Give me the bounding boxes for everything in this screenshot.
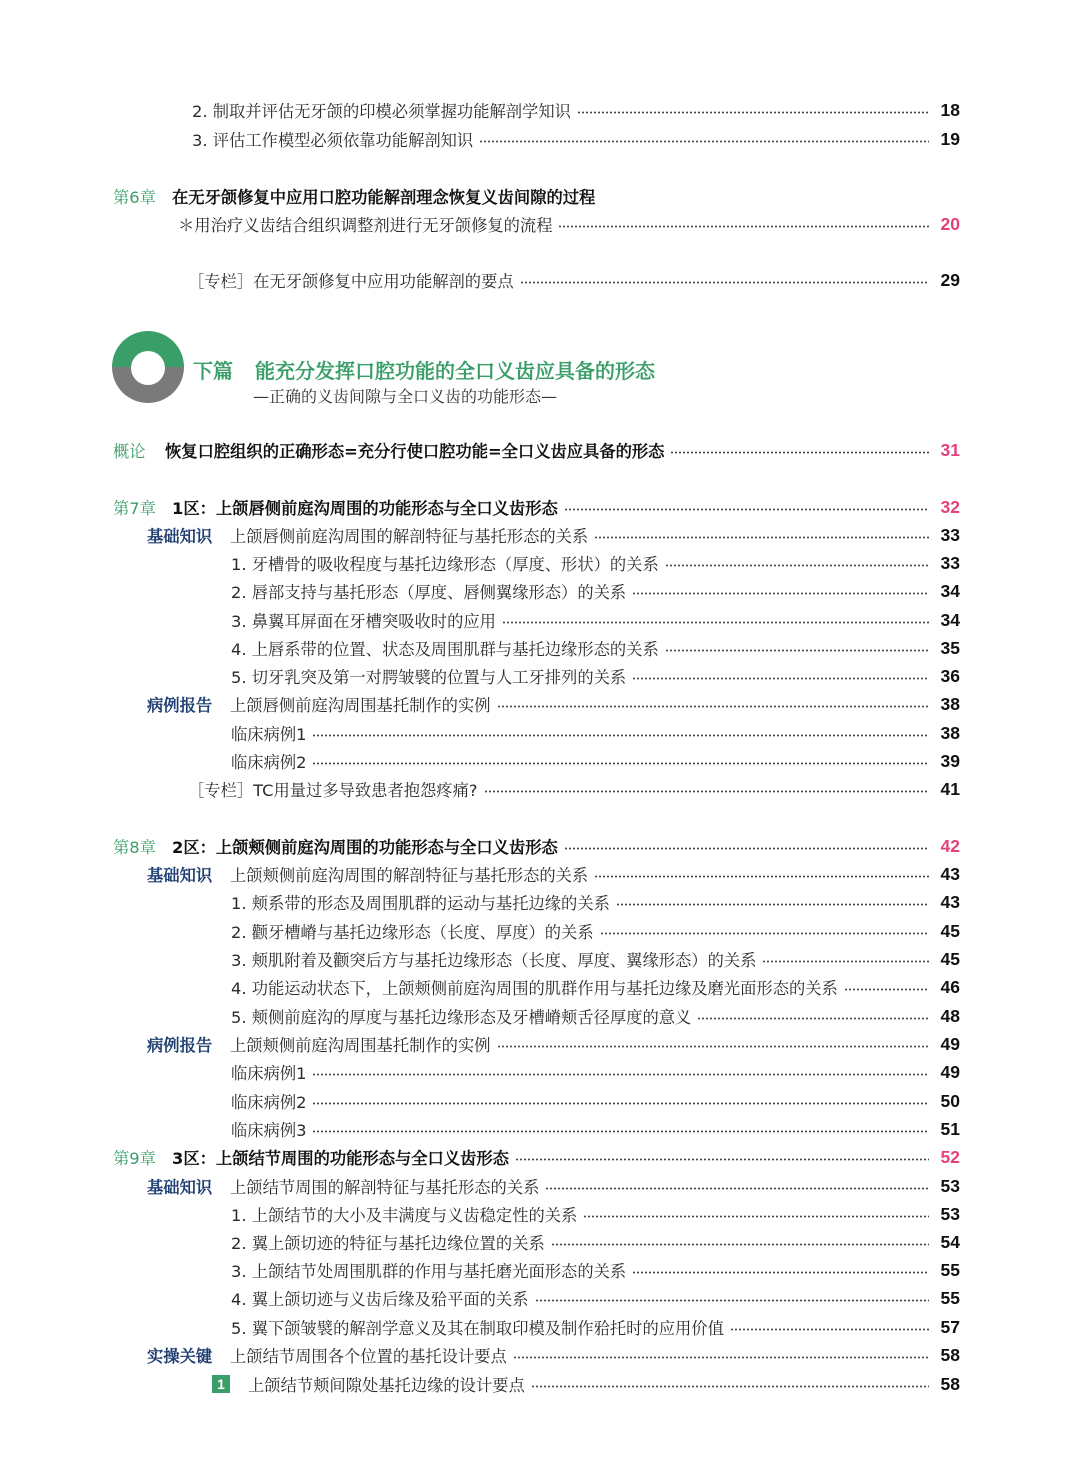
- dot-leader: [844, 988, 929, 991]
- toc-entry: [231, 1089, 960, 1113]
- page-number: 48: [940, 1005, 960, 1026]
- page-number: 18: [940, 99, 960, 120]
- dot-leader: [545, 1187, 929, 1190]
- toc-entry-title: 临床病例1: [231, 1064, 307, 1083]
- dot-leader: [583, 1215, 929, 1218]
- page-number: 34: [940, 580, 960, 601]
- part-subtitle: —正确的义齿间隙与全口义齿的功能形态—: [253, 387, 558, 406]
- dot-leader: [632, 677, 929, 680]
- toc-entry-title: 5. 切牙乳突及第一对腭皱襞的位置与人工牙排列的关系: [231, 668, 627, 687]
- toc-entry-title: 上颌结节颊间隙处基托边缘的设计要点: [248, 1376, 525, 1395]
- toc-entry: [231, 1060, 960, 1084]
- dot-leader: [531, 1385, 929, 1388]
- page-number: 42: [940, 835, 960, 856]
- page-number: 55: [940, 1287, 960, 1308]
- dot-leader: [484, 790, 929, 793]
- dot-leader: [312, 734, 929, 737]
- dot-leader: [665, 564, 929, 567]
- dot-leader: [564, 847, 929, 850]
- chapter-8-heading: [113, 834, 960, 858]
- toc-entry-title: 3. 上颌结节处周围肌群的作用与基托磨光面形态的关系: [231, 1262, 627, 1281]
- column-title: ［专栏］在无牙颌修复中应用功能解剖的要点: [188, 272, 514, 291]
- dot-leader: [558, 225, 929, 228]
- dot-leader: [594, 536, 929, 539]
- chapter-title: 在无牙颌修复中应用口腔功能解剖理念恢复义齿间隙的过程: [172, 188, 596, 207]
- page-number: 38: [940, 693, 960, 714]
- page-number: 58: [940, 1373, 960, 1394]
- page-number: 58: [940, 1344, 960, 1365]
- section-label: 基础知识: [147, 527, 213, 546]
- dot-leader: [551, 1243, 929, 1246]
- toc-entry-title: 临床病例1: [231, 725, 307, 744]
- dot-leader: [535, 1299, 930, 1302]
- toc-entry: [212, 1372, 960, 1396]
- page-number: 29: [940, 269, 960, 290]
- overview-heading: [113, 438, 960, 462]
- dot-leader: [497, 705, 929, 708]
- toc-entry: [231, 890, 960, 914]
- dot-leader: [479, 140, 929, 143]
- page-number: 36: [940, 665, 960, 686]
- dot-leader: [665, 649, 929, 652]
- page-number: 33: [940, 524, 960, 545]
- section-title: 上颌唇侧前庭沟周围的解剖特征与基托形态的关系: [230, 527, 589, 546]
- dot-leader: [670, 451, 929, 454]
- section-label: 病例报告: [147, 1036, 213, 1055]
- part-label: 下篇: [193, 359, 233, 383]
- basics-heading: [147, 1174, 960, 1198]
- section-title: 上颌结节周围各个位置的基托设计要点: [230, 1347, 507, 1366]
- dot-leader: [513, 1356, 929, 1359]
- part-title: 能充分发挥口腔功能的全口义齿应具备的形态: [255, 359, 655, 383]
- toc-entry-title: 临床病例3: [231, 1121, 307, 1140]
- toc-entry: [231, 947, 960, 971]
- chapter-title: 2区：上颌颊侧前庭沟周围的功能形态与全口义齿形态: [172, 838, 558, 857]
- chapter-label: 第6章: [113, 188, 156, 207]
- toc-entry: [231, 919, 960, 943]
- overview-label: 概论: [113, 442, 146, 461]
- item-number-badge: 1: [212, 1375, 230, 1393]
- cases-heading: [147, 1032, 960, 1056]
- toc-entry: [192, 98, 960, 122]
- dot-leader: [564, 508, 929, 511]
- toc-entry: [231, 636, 960, 660]
- cases-heading: [147, 692, 960, 716]
- toc-entry-title: ＊用治疗义齿结合组织调整剂进行无牙颌修复的流程: [178, 216, 553, 235]
- toc-entry-title: 2. 颧牙槽嵴与基托边缘形态（长度、厚度）的关系: [231, 923, 594, 942]
- dot-leader: [762, 960, 929, 963]
- page-number: 45: [940, 948, 960, 969]
- page-number: 46: [940, 976, 960, 997]
- toc-entry-title: 4. 功能运动状态下，上颌颊侧前庭沟周围的肌群作用与基托边缘及磨光面形态的关系: [231, 979, 838, 998]
- dot-leader: [600, 932, 929, 935]
- chapter-9-heading: [113, 1145, 960, 1169]
- toc-entry: [231, 975, 960, 999]
- page-number: 31: [940, 439, 960, 460]
- dot-leader: [312, 1130, 929, 1133]
- page-number: 38: [940, 722, 960, 743]
- basics-heading: [147, 862, 960, 886]
- chapter-title: 3区：上颌结节周围的功能形态与全口义齿形态: [172, 1149, 509, 1168]
- toc-entry: [192, 127, 960, 151]
- toc-entry-title: 临床病例2: [231, 1093, 307, 1112]
- toc-entry-title: 2. 唇部支持与基托形态（厚度、唇侧翼缘形态）的关系: [231, 583, 627, 602]
- toc-entry: [231, 1230, 960, 1254]
- section-label: 基础知识: [147, 866, 213, 885]
- page-number: 19: [940, 128, 960, 149]
- toc-entry-title: 3. 鼻翼耳屏面在牙槽突吸收时的应用: [231, 612, 496, 631]
- toc-entry-title: 4. 上唇系带的位置、状态及周围肌群与基托边缘形态的关系: [231, 640, 659, 659]
- section-title: 上颌颊侧前庭沟周围的解剖特征与基托形态的关系: [230, 866, 589, 885]
- toc-entry-title: 临床病例2: [231, 753, 307, 772]
- practice-heading: [147, 1343, 960, 1367]
- chapter-title: 1区：上颌唇侧前庭沟周围的功能形态与全口义齿形态: [172, 499, 558, 518]
- dot-leader: [515, 1158, 929, 1161]
- page-number: 43: [940, 891, 960, 912]
- section-title: 上颌结节周围的解剖特征与基托形态的关系: [230, 1178, 540, 1197]
- page-number: 49: [940, 1033, 960, 1054]
- page-number: 52: [940, 1146, 960, 1167]
- page-number: 41: [940, 778, 960, 799]
- section-label: 病例报告: [147, 696, 213, 715]
- chapter-label: 第7章: [113, 499, 156, 518]
- dot-leader: [697, 1017, 929, 1020]
- toc-entry-title: 5. 翼下颌皱襞的解剖学意义及其在制取印模及制作𬌗托时的应用价值: [231, 1319, 724, 1338]
- dot-leader: [312, 1073, 929, 1076]
- toc-entry: [178, 212, 960, 236]
- page-number: 45: [940, 920, 960, 941]
- column-entry: [188, 777, 960, 801]
- toc-entry: [231, 1315, 960, 1339]
- page-number: 53: [940, 1203, 960, 1224]
- page-number: 39: [940, 750, 960, 771]
- page-number: 33: [940, 552, 960, 573]
- part-donut-icon: [112, 331, 184, 403]
- dot-leader: [730, 1328, 929, 1331]
- toc-entry: [231, 1258, 960, 1282]
- dot-leader: [632, 1271, 929, 1274]
- chapter-6-heading: [113, 184, 595, 208]
- dot-leader: [520, 281, 929, 284]
- page-number: 20: [940, 213, 960, 234]
- toc-entry: [231, 1202, 960, 1226]
- chapter-label: 第8章: [113, 838, 156, 857]
- page-number: 53: [940, 1175, 960, 1196]
- toc-entry-title: 5. 颊侧前庭沟的厚度与基托边缘形态及牙槽嵴颊舌径厚度的意义: [231, 1008, 692, 1027]
- toc-entry-title: 3. 颊肌附着及颧突后方与基托边缘形态（长度、厚度、翼缘形态）的关系: [231, 951, 757, 970]
- toc-entry: [231, 721, 960, 745]
- dot-leader: [312, 762, 929, 765]
- toc-entry: [231, 664, 960, 688]
- column-title: ［专栏］TC用量过多导致患者抱怨疼痛?: [188, 781, 478, 800]
- column-entry: [188, 268, 960, 292]
- toc-entry-title: 3. 评估工作模型必须依靠功能解剖知识: [192, 131, 474, 150]
- page-number: 35: [940, 637, 960, 658]
- dot-leader: [502, 621, 929, 624]
- section-title: 上颌唇侧前庭沟周围基托制作的实例: [230, 696, 491, 715]
- dot-leader: [616, 903, 929, 906]
- toc-entry: [231, 551, 960, 575]
- toc-entry: [231, 579, 960, 603]
- toc-entry-title: 2. 制取并评估无牙颌的印模必须掌握功能解剖学知识: [192, 102, 571, 121]
- toc-entry-title: 4. 翼上颌切迹与义齿后缘及𬌗平面的关系: [231, 1290, 529, 1309]
- page-number: 34: [940, 609, 960, 630]
- page-number: 32: [940, 496, 960, 517]
- dot-leader: [497, 1045, 929, 1048]
- toc-entry: [231, 1286, 960, 1310]
- toc-entry: [231, 749, 960, 773]
- section-label: 基础知识: [147, 1178, 213, 1197]
- dot-leader: [632, 592, 929, 595]
- toc-entry: [231, 608, 960, 632]
- dot-leader: [594, 875, 929, 878]
- dot-leader: [312, 1102, 929, 1105]
- toc-entry-title: 1. 牙槽骨的吸收程度与基托边缘形态（厚度、形状）的关系: [231, 555, 659, 574]
- page-number: 50: [940, 1090, 960, 1111]
- page-number: 49: [940, 1061, 960, 1082]
- dot-leader: [577, 111, 929, 114]
- chapter-label: 第9章: [113, 1149, 156, 1168]
- page-number: 54: [940, 1231, 960, 1252]
- toc-entry-title: 2. 翼上颌切迹的特征与基托边缘位置的关系: [231, 1234, 545, 1253]
- page-number: 57: [940, 1316, 960, 1337]
- section-label: 实操关键: [147, 1347, 213, 1366]
- toc-entry: [231, 1004, 960, 1028]
- page-number: 43: [940, 863, 960, 884]
- page-number: 51: [940, 1118, 960, 1139]
- page-number: 55: [940, 1259, 960, 1280]
- toc-entry: [231, 1117, 960, 1141]
- toc-entry-title: 1. 上颌结节的大小及丰满度与义齿稳定性的关系: [231, 1206, 578, 1225]
- overview-title: 恢复口腔组织的正确形态=充分行使口腔功能=全口义齿应具备的形态: [165, 442, 665, 461]
- basics-heading: [147, 523, 960, 547]
- toc-entry-title: 1. 颊系带的形态及周围肌群的运动与基托边缘的关系: [231, 894, 610, 913]
- chapter-7-heading: [113, 495, 960, 519]
- section-title: 上颌颊侧前庭沟周围基托制作的实例: [230, 1036, 491, 1055]
